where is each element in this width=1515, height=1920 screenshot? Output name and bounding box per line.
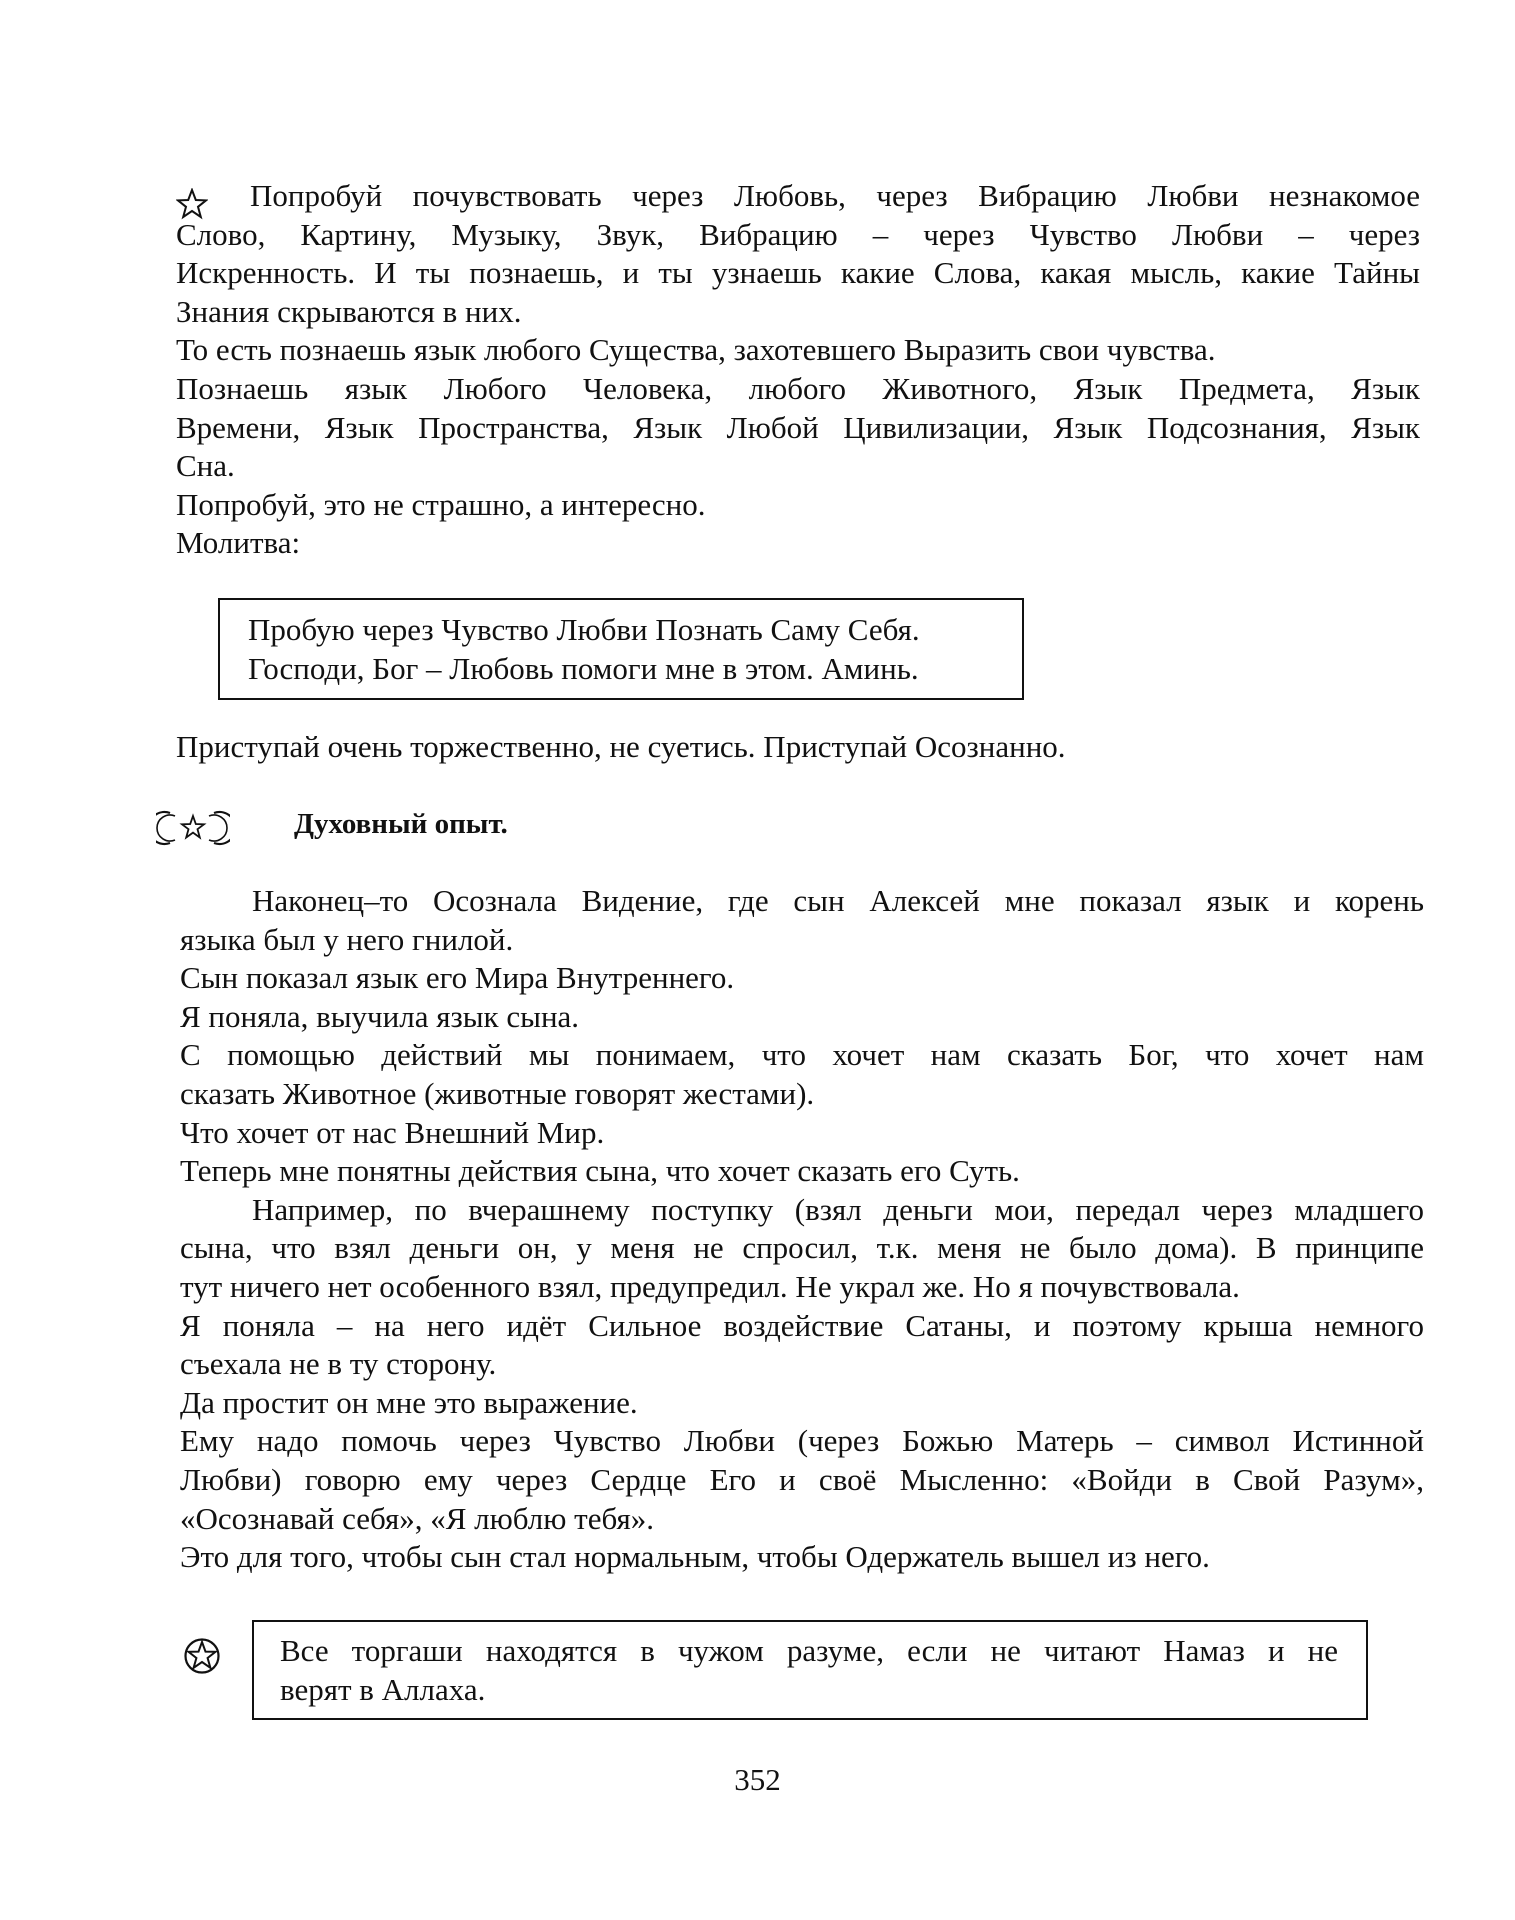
text-line: сына, что взял деньги он, у меня не спросил, т.к. меня не было дома). В принципе (180, 1230, 1424, 1266)
text-line: тут ничего нет особенного взял, предупредил. Не украл же. Но я почувствовала. (180, 1268, 1240, 1304)
text-line: Я поняла, выучила язык сына. (180, 998, 580, 1034)
text-line: Ему надо помочь через Чувство Любви (через Божью Матерь – символ Истинной (180, 1423, 1424, 1459)
text-line: Это для того, чтобы сын стал нормальным, чтобы Одержатель вышел из него. (180, 1539, 1210, 1575)
crescent-star-icon (156, 810, 230, 846)
text-line: Молитва: (176, 525, 301, 561)
text-line: Любви) говорю ему через Сердце Его и своё Мысленно: «Войди в Свой Разум», (180, 1461, 1424, 1497)
text-line: языка был у него гнилой. (180, 921, 514, 957)
text-line: Да простит он мне это выражение. (180, 1384, 638, 1420)
text-line: С помощью действий мы понимаем, что хочет нам сказать Бог, что хочет нам (180, 1037, 1424, 1073)
text-line: Я поняла – на него идёт Сильное воздействие Сатаны, и поэтому крыша немного (180, 1307, 1424, 1343)
circled-star-icon (183, 1637, 221, 1675)
text-line: Теперь мне понятны действия сына, что хочет сказать его Суть. (180, 1153, 1020, 1189)
prayer-box (218, 598, 1024, 700)
prayer-line: Господи, Бог – Любовь помоги мне в этом. Аминь. (248, 650, 919, 686)
section-2-text (180, 882, 1424, 1577)
page-number: 352 (734, 1762, 781, 1797)
note-line: Все торгаши находятся в чужом разуме, если не читают Намаз и не (280, 1633, 1338, 1668)
text-line: Слово, Картину, Музыку, Звук, Вибрацию – через Чувство Любви – через (176, 216, 1420, 252)
text-line: Приступай очень торжественно, не суетись. Приступай Осознанно. (176, 729, 1066, 764)
text-line: съехала не в ту сторону. (180, 1346, 497, 1382)
section-heading: Духовный опыт. (294, 808, 508, 840)
section-1-text (176, 177, 1420, 563)
after-prayer-text (176, 728, 1420, 767)
text-line: Сна. (176, 448, 235, 484)
text-line: Попробуй, это не страшно, а интересно. (176, 486, 706, 522)
text-line: Наконец–то Осознала Видение, где сын Алексей мне показал язык и корень (252, 883, 1424, 918)
text-line: «Осознавай себя», «Я люблю тебя». (180, 1500, 654, 1536)
text-line: Знания скрываются в них. (176, 293, 522, 329)
text-line: Искренность. И ты познаешь, и ты узнаешь какие Слова, какая мысль, какие Тайны (176, 255, 1420, 291)
text-line: Что хочет от нас Внешний Мир. (180, 1114, 605, 1150)
note-line: верят в Аллаха. (280, 1671, 486, 1707)
text-line: То есть познаешь язык любого Существа, захотевшего Выразить свои чувства. (176, 332, 1216, 368)
text-line: Сын показал язык его Мира Внутреннего. (180, 960, 735, 996)
text-line: Времени, Язык Пространства, Язык Любой Цивилизации, Язык Подсознания, Язык (176, 409, 1420, 445)
prayer-line: Пробую через Чувство Любви Познать Саму Себя. (248, 612, 920, 647)
text-line: Попробуй почувствовать через Любовь, через Вибрацию Любви незнакомое (250, 178, 1420, 213)
text-line: сказать Животное (животные говорят жестами). (180, 1075, 815, 1111)
text-line: Например, по вчерашнему поступку (взял деньги мои, передал через младшего (252, 1191, 1424, 1227)
note-box (252, 1620, 1368, 1720)
text-line: Познаешь язык Любого Человека, любого Животного, Язык Предмета, Язык (176, 370, 1420, 406)
